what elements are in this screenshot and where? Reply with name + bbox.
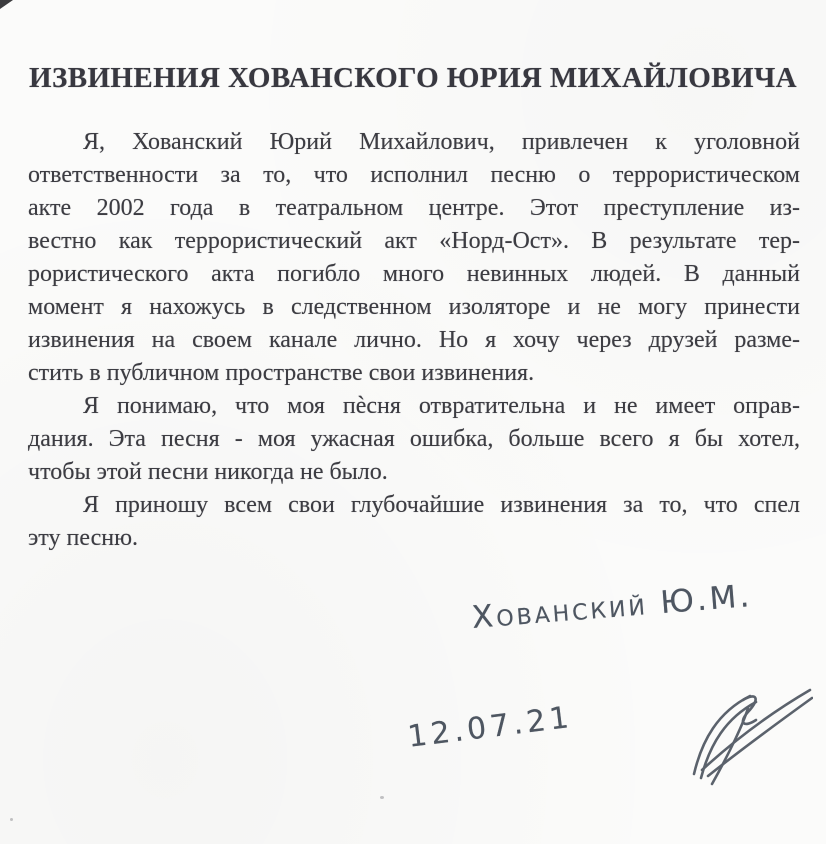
text-line: Я понимаю, что моя пѐсня отвратительна и не имеет оправ- [83, 393, 800, 419]
text-line: рористического акта погибло много невинных людей. В данный [28, 261, 800, 287]
text-line: вестно как террористический акт «Норд-Ост». В результате тер- [28, 228, 800, 254]
text-line: акте 2002 года в театральном центре. Этот преступление из- [28, 195, 800, 221]
scan-speck [10, 818, 13, 821]
text-line: чтобы этой песни никогда не было. [28, 459, 388, 485]
handwritten-date: 12.07.21 [405, 699, 575, 755]
document-body [28, 126, 800, 555]
document-title: ИЗВИНЕНИЯ ХОВАНСКОГО ЮРИЯ МИХАЙЛОВИЧА [29, 62, 797, 94]
text-line: эту песню. [28, 525, 138, 551]
text-line: Я приношу всем свои глубочайшие извинения за то, что спел [83, 492, 800, 518]
body-paragraph [28, 489, 800, 555]
signature-scribble [598, 678, 813, 796]
body-paragraph [28, 390, 800, 489]
text-line: дания. Эта песня - моя ужасная ошибка, больше всего я бы хотел, [28, 426, 800, 452]
scan-artifact-corner [0, 0, 13, 9]
scan-speck [380, 796, 384, 799]
text-line: Я, Хованский Юрий Михайлович, привлечен к уголовной [83, 129, 800, 155]
handwritten-name: Хованский Ю.М. [470, 578, 754, 636]
text-line: момент я нахожусь в следственном изоляторе и не могу принести [28, 294, 800, 320]
text-line: ответственности за то, что исполнил песню о террористическом [28, 162, 800, 188]
text-line: стить в публичном пространстве свои извинения. [28, 360, 535, 386]
body-paragraph [28, 126, 800, 390]
text-line: извинения на своем канале лично. Но я хочу через друзей разме- [28, 327, 800, 353]
